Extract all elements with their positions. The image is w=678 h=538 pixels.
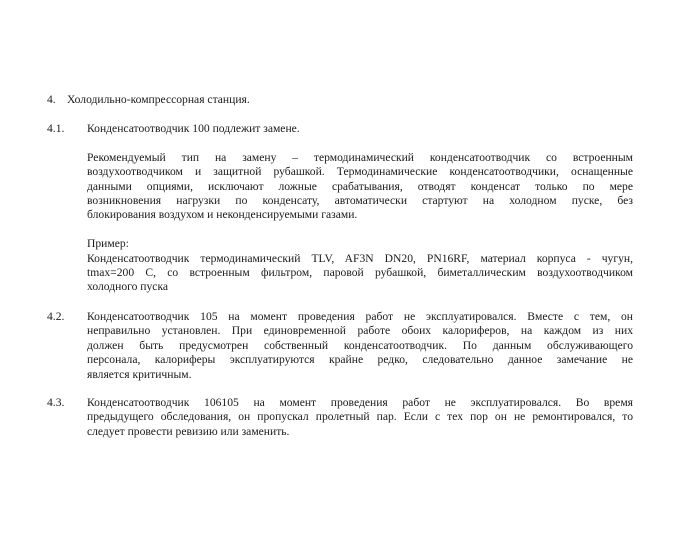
item-4-3 [47,396,633,439]
item-4-2 [47,310,633,382]
text-line: блокирования воздухом и неконденсируемыми газами. [87,208,358,222]
item-paragraph [87,396,633,439]
section-title: Холодильно-компрессорная станция. [67,93,250,106]
item-heading: Конденсатоотводчик 100 подлежит замене. [87,122,300,135]
item-number: 4.3. [47,396,65,409]
item-number: 4.1. [47,122,65,135]
text-line: персонала, калориферы эксплуатируются крайне редко, следовательно данное замечание не [87,353,633,367]
text-line: воздухоотводчиком и защитной рубашкой. Термодинамические конденсатоотводчики, оснащенные [87,165,633,179]
text-line: должен быть предусмотрен собственный конденсатоотводчик. По данным обслуживающего [87,338,633,352]
text-line: возникновения нагрузки по конденсату, автоматически стартуют на холодном пуске, без [87,194,633,208]
section-number: 4. [47,93,56,106]
item-4-1 [47,122,633,295]
text-line: холодного пуска [87,280,169,294]
text-line: следует провести ревизию или заменить. [87,424,290,438]
example-paragraph [87,252,633,295]
item-number: 4.2. [47,310,65,323]
text-line: Конденсатоотводчик 105 на момент проведения работ не эксплуатировался. Вместе с тем, он [87,310,633,323]
text-line: данными опциями, исключают ложные срабатывания, отводят конденсат только по мере [87,179,633,193]
text-line: tmax=200 С, со встроенным фильтром, паровой рубашкой, биметаллическим воздухоотводчиком [87,266,633,280]
section-heading [47,93,250,107]
text-line: предыдущего обследования, он пропускал пролетный пар. Если с тех пор он не ремонтировался, то [87,410,633,424]
text-line: Конденсатоотводчик 106105 на момент проведения работ не эксплуатировался. Во время [87,396,633,409]
item-paragraph [87,310,633,382]
text-line: Рекомендуемый тип на замену – термодинамический конденсатоотводчик со встроенным [87,150,633,164]
recommendation-paragraph [87,151,633,223]
text-line: неправильно установлен. При единовременной работе обоих калориферов, на каждом из них [87,324,633,338]
text-line: является критичным. [87,367,192,381]
example-label: Пример: [87,237,129,251]
text-line: Конденсатоотводчик термодинамический TLV, AF3N DN20, PN16RF, материал корпуса - чугун, [87,251,633,265]
